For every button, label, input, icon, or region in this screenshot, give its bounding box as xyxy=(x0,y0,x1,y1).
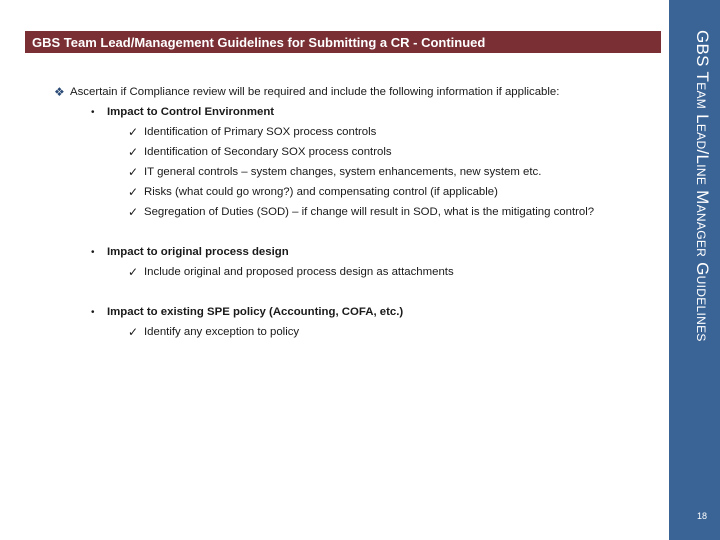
checklist-item xyxy=(128,264,454,280)
checklist-item-text: Identification of Secondary SOX process controls xyxy=(144,146,392,158)
bullet-icon: • xyxy=(91,246,95,258)
checkmark-icon: ✓ xyxy=(128,125,139,139)
checklist-item xyxy=(128,144,392,160)
intro-line xyxy=(54,84,559,100)
page-number: 18 xyxy=(697,511,708,521)
checklist-item-text: IT general controls – system changes, system enhancements, new system etc. xyxy=(144,166,542,178)
section-heading xyxy=(91,304,403,320)
checklist-item-text: Include original and proposed process design as attachments xyxy=(144,266,454,278)
bullet-icon: • xyxy=(91,106,95,118)
section-heading xyxy=(91,244,289,260)
section-heading-text: Impact to existing SPE policy (Accounting, COFA, etc.) xyxy=(107,306,404,318)
checkmark-icon: ✓ xyxy=(128,165,139,179)
checkmark-icon: ✓ xyxy=(128,185,139,199)
checkmark-icon: ✓ xyxy=(128,325,139,339)
checklist-item xyxy=(128,324,299,340)
checklist-item-text: Identify any exception to policy xyxy=(144,326,300,338)
title-bar xyxy=(25,31,661,53)
checklist-item-text: Identification of Primary SOX process controls xyxy=(144,126,377,138)
section-heading xyxy=(91,104,274,120)
checkmark-icon: ✓ xyxy=(128,205,139,219)
checklist-item xyxy=(128,184,498,200)
slide-title: GBS Team Lead/Management Guidelines for Submitting a CR - Continued xyxy=(32,34,486,50)
checklist-item xyxy=(128,204,594,220)
checkmark-icon: ✓ xyxy=(128,145,139,159)
checklist-item-text: Segregation of Duties (SOD) – if change will result in SOD, what is the mitigating control? xyxy=(144,206,595,218)
intro-text: Ascertain if Compliance review will be required and include the following information if applicable: xyxy=(70,86,560,98)
side-title-container xyxy=(684,0,720,540)
checklist-item-text: Risks (what could go wrong?) and compensating control (if applicable) xyxy=(144,186,498,198)
side-title: GBS Team Lead/Line Manager Guidelines xyxy=(693,30,712,342)
section-heading-text: Impact to Control Environment xyxy=(107,106,275,118)
section-heading-text: Impact to original process design xyxy=(107,246,289,258)
checklist-item xyxy=(128,124,376,140)
checklist-item xyxy=(128,164,541,180)
bullet-icon: • xyxy=(91,306,95,318)
checkmark-icon: ✓ xyxy=(128,265,139,279)
diamond-bullet-icon: ❖ xyxy=(54,85,65,99)
